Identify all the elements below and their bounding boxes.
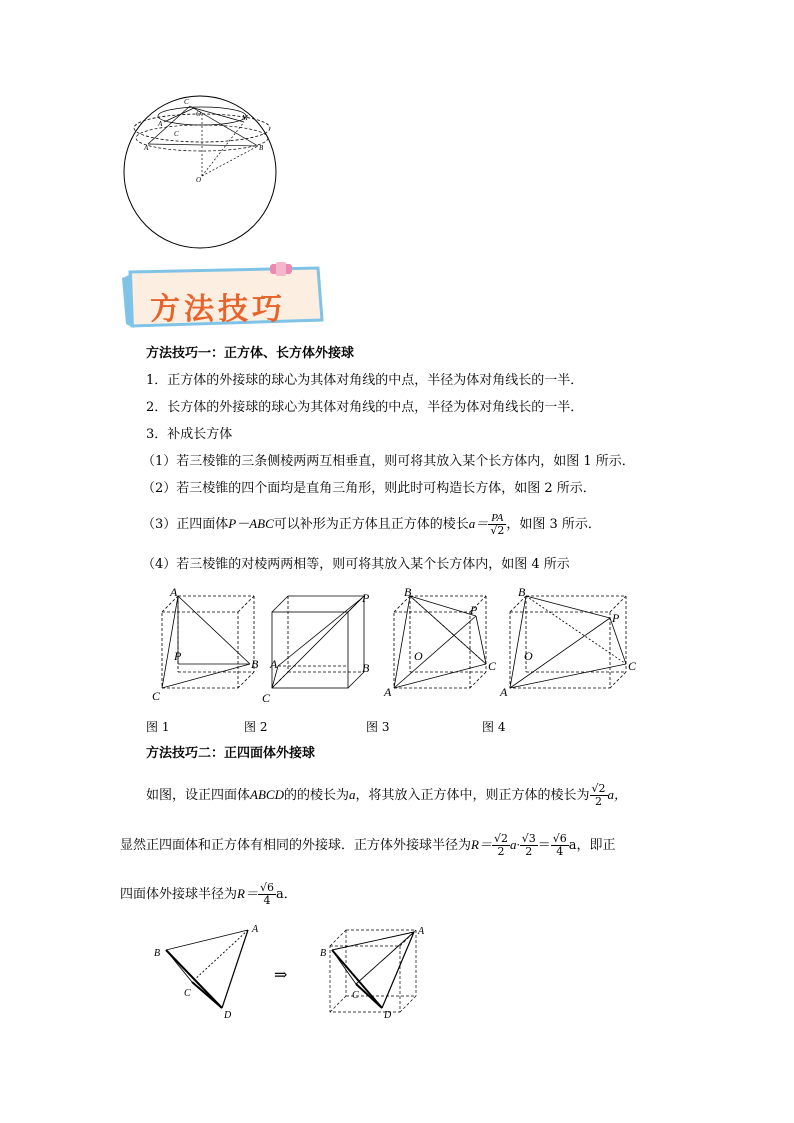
cube-label: A [418, 926, 425, 937]
text-sub-1: （1）若三棱锥的三条侧棱两两互相垂直，则可将其放入某个长方体内，如图 1 所示． [142, 454, 635, 469]
fig4-label: O [524, 649, 533, 663]
sphere-label: B [259, 144, 264, 152]
cube-label: B [320, 948, 327, 959]
text-item-2: 2．长方体的外接球的球心为其体对角线的中点，半径为体对角线长的一半． [146, 400, 584, 415]
fig4-label: A [500, 685, 508, 699]
fraction: $\frac{√2}{2}$ [493, 832, 508, 858]
fig3-label: B [404, 585, 412, 599]
fraction: $\frac{√6}{4}$ [552, 832, 567, 858]
sphere-label: C [184, 98, 189, 106]
fig1-label: A [170, 585, 178, 599]
text-sub-2: （2）若三棱锥的四个面均是直角三角形，则此时可构造长方体，如图 2 所示． [142, 481, 596, 496]
sphere-label: C [174, 130, 179, 138]
fig2-label: A [270, 657, 278, 671]
tetrahedron-figure [150, 920, 270, 1020]
figure-2 [258, 584, 378, 704]
cube-tetrahedron-figure [318, 920, 438, 1020]
text-para-1: 如图，设正四面体ABCD的的棱长为a，将其放入正方体中，则正方体的棱长为 $\frac{√2}{2}$ a， [146, 782, 628, 808]
fig3-label: P [470, 603, 478, 617]
sphere-figure [118, 92, 288, 252]
figure-caption: 图 1 [146, 720, 170, 734]
figure-caption: 图 4 [482, 720, 506, 734]
section-heading-2: 方法技巧二：正四面体外接球 [146, 746, 316, 761]
fraction: $\frac{√6}{4}$ [259, 881, 274, 907]
fig4-label: C [628, 659, 637, 673]
tet-label: A [252, 924, 259, 935]
cube-label: C [352, 990, 359, 1001]
cube-label: D [384, 1010, 392, 1020]
section-heading-1: 方法技巧一：正方体、长方体外接球 [146, 346, 355, 361]
text-para-3: 四面体外接球半径为R＝ $\frac{√6}{4}$ a． [120, 881, 297, 907]
text-sub-3: （3）正四面体P－ABC可以补形为正方体且正方体的棱长a＝ $\frac{PA}{√2}$ ，如图 3 所示． [142, 512, 601, 537]
fraction: $\frac{PA}{√2}$ [490, 512, 505, 537]
fig3-label: O [414, 649, 423, 663]
fig1-label: B [251, 657, 259, 671]
figure-caption: 图 2 [244, 720, 268, 734]
tet-label: D [224, 1010, 232, 1020]
fig4-label: P [612, 611, 620, 625]
text-para-2: 显然正四面体和正方体有相同的外接球．正方体外接球半径为R＝ $\frac{√2}{2}$ a· $\frac{√3}{2}$ ＝ $\frac{√6}{4}$ a，即正 [120, 832, 616, 858]
sphere-label: A [158, 120, 163, 128]
figure-4 [496, 584, 646, 704]
figure-caption: 图 3 [366, 720, 390, 734]
figure-1 [150, 584, 260, 704]
fig2-label: P [362, 591, 370, 605]
fig1-label: P [174, 649, 182, 663]
fraction: $\frac{√2}{2}$ [591, 782, 606, 808]
banner-title: 方法技巧 [150, 292, 286, 327]
tet-label: C [184, 988, 191, 999]
sphere-label: M [242, 114, 248, 122]
fig2-label: C [262, 691, 271, 704]
fig3-label: C [488, 659, 497, 673]
text-item-3: 3．补成长方体 [146, 427, 233, 442]
text-item-1: 1．正方体的外接球的球心为其体对角线的中点，半径为体对角线长的一半． [146, 373, 584, 388]
fig1-label: C [152, 689, 161, 703]
text-sub-4: （4）若三棱锥的对棱两两相等，则可将其放入某个长方体内，如图 4 所示 [142, 557, 570, 572]
fraction: $\frac{√3}{2}$ [521, 832, 536, 858]
sphere-label: O [196, 110, 202, 118]
figure-3 [380, 584, 500, 704]
fig3-label: A [384, 685, 392, 699]
sphere-label: A [144, 144, 149, 152]
arrow-icon: ⇒ [274, 965, 288, 984]
fig4-label: B [518, 585, 526, 599]
tet-label: B [154, 948, 161, 959]
fig2-label: B [362, 661, 370, 675]
sphere-label: O [196, 176, 202, 184]
